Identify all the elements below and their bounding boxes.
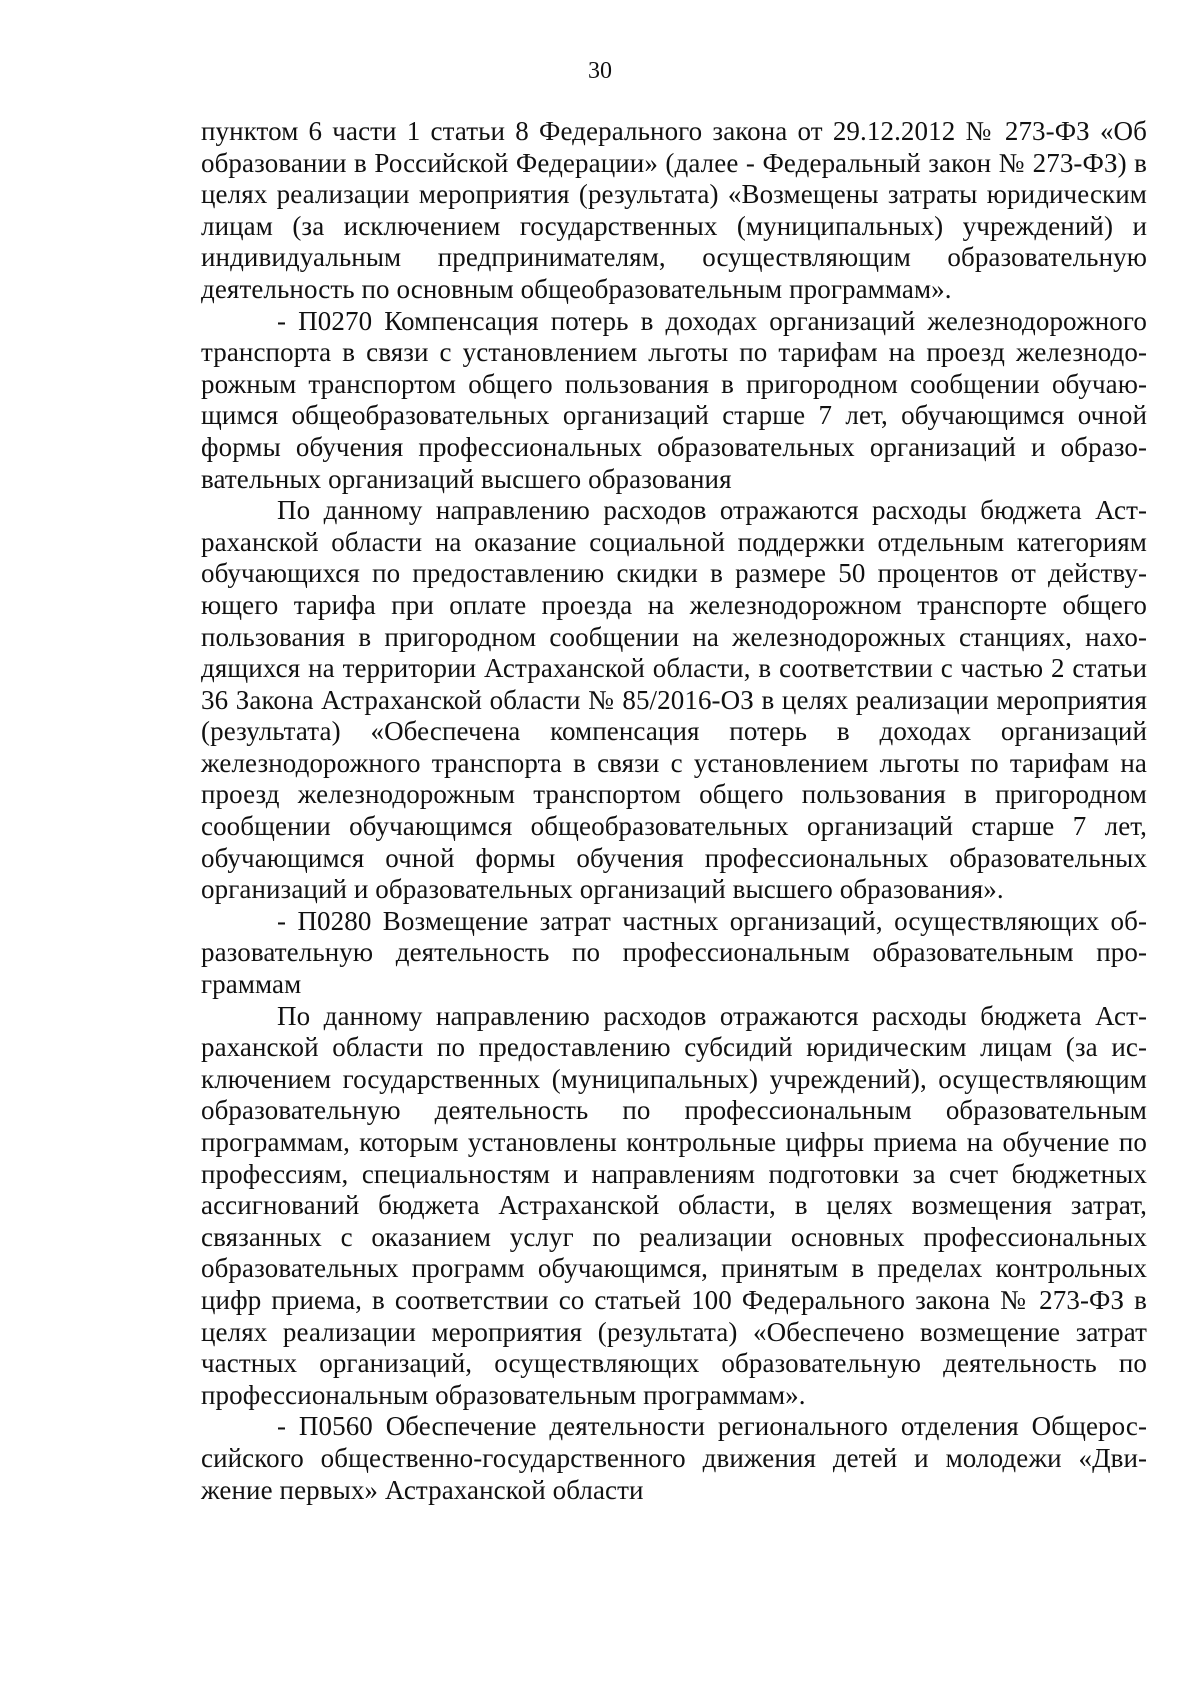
paragraph-item-p0270: - П0270 Компенсация потерь в доходах организаций железнодорожного транспорта в связи с установлением льготы по тарифам на проезд железнодорожным транспортом общего пользования в пригородном сообщении обучающимся общеобразовательных организаций старше 7 лет, обучающимся очной формы обучения профессиональных образовательных организаций и образовательных организаций высшего образования [201,305,1147,494]
paragraph-continuation: пунктом 6 части 1 статьи 8 Федерального закона от 29.12.2012 № 273-ФЗ «Об образовании в Российской Федерации» (далее - Федеральный закон № 273-ФЗ) в целях реализации мероприятия (результата) «Возмещены затраты юридическим лицам (за исключением государственных (муниципальных) учреждений) и индивидуальным предпринимателям, осуществляющим образовательную деятельность по основным общеобразовательным программам». [201,116,1147,304]
paragraph-item-p0280: - П0280 Возмещение затрат частных организаций, осуществляющих образовательную деятельность по профессиональным образовательным программам [201,905,1147,1000]
document-body [201,116,1147,1506]
paragraph-p0280-description: По данному направлению расходов отражаются расходы бюджета Астраханской области по предоставлению субсидий юридическим лицам (за исключением государственных (муниципальных) учреждений), осуществляющим образовательную деятельность по профессиональным образовательным программам, которым установлены контрольные цифры приема на обучение по профессиям, специальностям и направлениям подготовки за счет бюджетных ассигнований бюджета Астраханской области, в целях возмещения затрат, связанных с оказанием услуг по реализации основных профессиональных образовательных программ обучающимся, принятым в пределах контрольных цифр приема, в соответствии со статьей 100 Федерального закона № 273-ФЗ в целях реализации мероприятия (результата) «Обеспечено возмещение затрат частных организаций, осуществляющих образовательную деятельность по профессиональным образовательным программам». [201,1000,1147,1410]
paragraph-p0270-description: По данному направлению расходов отражаются расходы бюджета Астраханской области на оказание социальной поддержки отдельным категориям обучающихся по предоставлению скидки в размере 50 процентов от действующего тарифа при оплате проезда на железнодорожном транспорте общего пользования в пригородном сообщении на железнодорожных станциях, находящихся на территории Астраханской области, в соответствии с частью 2 статьи 36 Закона Астраханской области № 85/2016-ОЗ в целях реализации мероприятия (результата) «Обеспечена компенсация потерь в доходах организаций железнодорожного транспорта в связи с установлением льготы по тарифам на проезд железнодорожным транспортом общего пользования в пригородном сообщении обучающимся общеобразовательных организаций старше 7 лет, обучающимся очной формы обучения профессиональных образовательных организаций и образовательных организаций высшего образования». [201,495,1147,905]
page-number: 30 [588,58,612,84]
paragraph-item-p0560: - П0560 Обеспечение деятельности регионального отделения Общероссийского общественно-государственного движения детей и молодежи «Движение первых» Астраханской области [201,1411,1147,1505]
